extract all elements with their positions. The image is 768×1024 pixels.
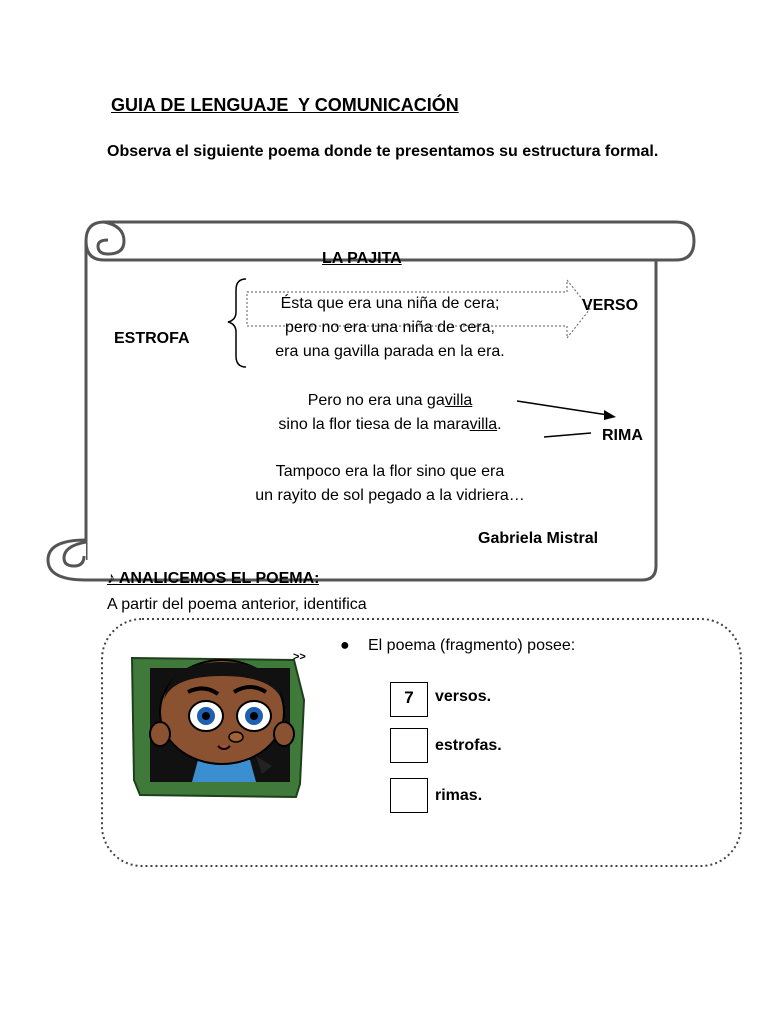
analysis-question: El poema (fragmento) posee: [368,637,576,654]
verse-line [230,413,550,437]
poem-title: LA PAJITA [322,250,402,267]
analysis-heading: ♪ ANALICEMOS EL POEMA: [107,570,320,586]
verse-line: era una gavilla parada en la era. [275,343,505,360]
stanza-count-label: estrofas. [435,737,502,754]
verse-count-box[interactable]: 7 [390,682,428,717]
verse-line: Tampoco era la flor sino que era [275,463,505,480]
poem-stanza-3 [230,460,550,508]
analysis-subtitle: A partir del poema anterior, identifica [107,596,367,613]
verse-line: pero no era una niña de cera, [285,319,495,336]
verse-line: un rayito de sol pegado a la vidriera… [255,487,525,504]
verse-count-label: versos. [435,688,492,705]
rhyme-syllable: villa [469,416,498,433]
poem-stanza-1 [230,292,550,364]
svg-text:>>: >> [293,651,306,663]
rhyme-syllable: villa [444,392,473,409]
verse-line [230,389,550,413]
verse-text: Pero no era una ga [307,392,445,409]
bullet-icon: ● [340,637,350,654]
rhyme-count-box[interactable] [390,778,428,813]
verse-label: VERSO [582,297,639,314]
verse-line: Ésta que era una niña de cera; [280,295,500,312]
verse-punctuation: . [497,416,502,433]
verse-text: sino la flor tiesa de la mara [278,416,470,433]
rhyme-label: RIMA [602,427,643,444]
poem-stanza-2 [230,389,550,437]
boy-character-illustration [132,658,304,797]
poem-author: Gabriela Mistral [478,530,599,547]
rhyme-count-label: rimas. [435,787,483,804]
stanza-label: ESTROFA [114,330,190,347]
stanza-count-box[interactable] [390,728,428,763]
instruction-text: Observa el siguiente poema donde te presentamos su estructura formal. [107,143,659,160]
page-title: GUIA DE LENGUAJE Y COMUNICACIÓN [111,95,459,115]
